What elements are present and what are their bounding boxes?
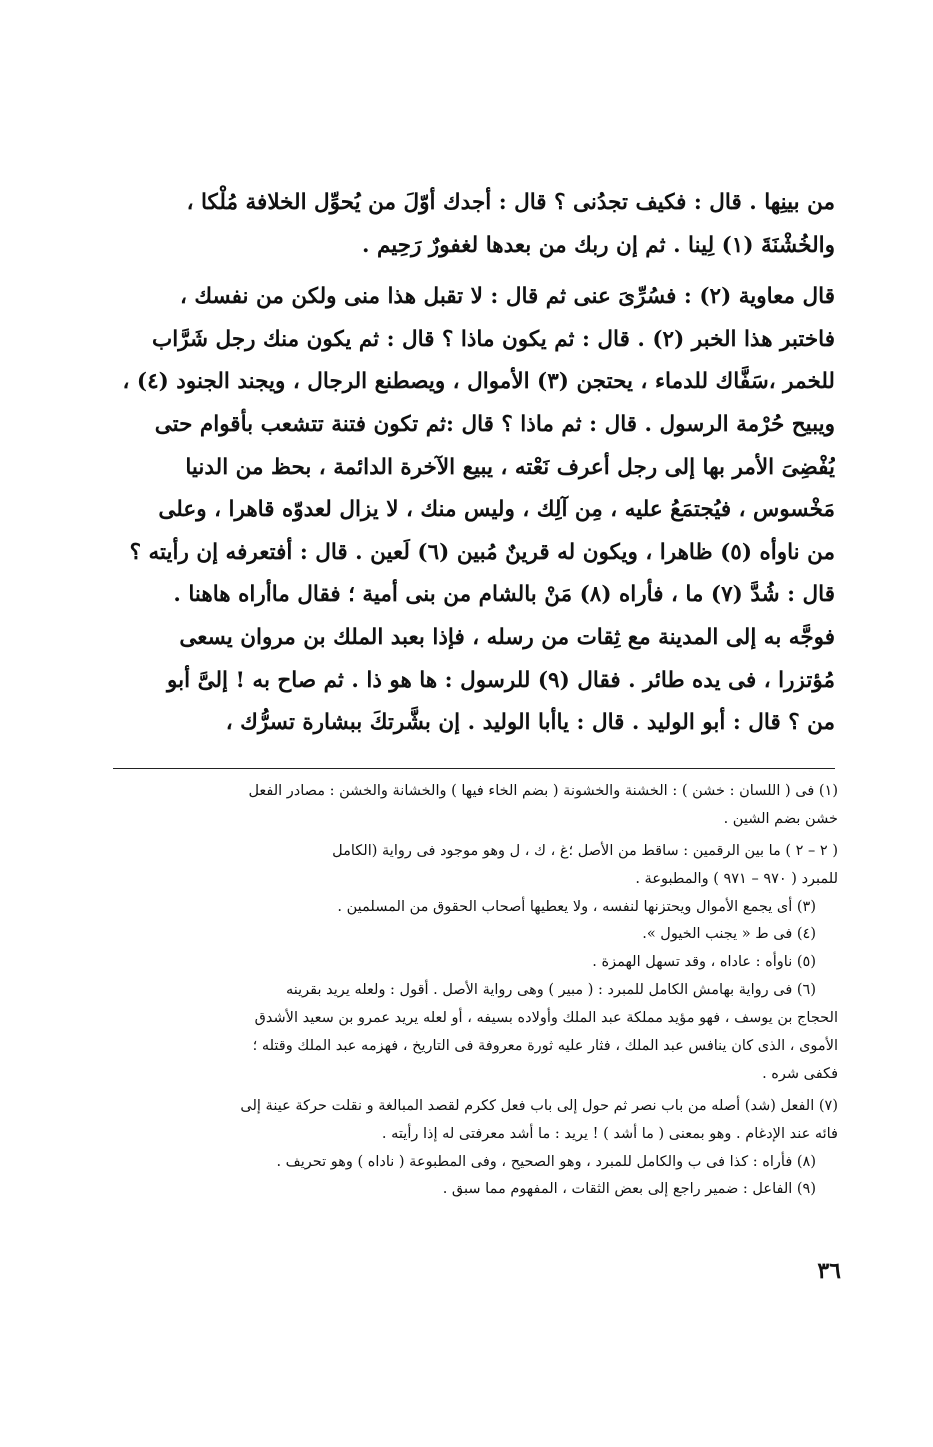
footnote-3: (٣) أى يجمع الأموال ويحتزنها لنفسه ، ولا يعطيها أصحاب الحقوق من المسلمين . <box>337 898 816 915</box>
paragraph-gap <box>100 267 835 276</box>
body-line: والخُشْنَةَ (١) لِينا . ثم إن ربك من بعدها لغفورٌ رَحِيم . <box>362 232 835 258</box>
body-line: مَخْسوس ، فيُجتمَعُ عليه ، مِن آلِك ، وليس منك ، لا يزال لعدوّه قاهرا ، وعلى <box>158 497 835 523</box>
footnote-6-line: فكفى شره . <box>762 1065 838 1082</box>
footnote-8: (٨) فأراه : كذا فى ب والكامل للمبرد ، وهو الصحيح ، وفى المطبوعة ( ناداه ) وهو تحريف . <box>276 1153 816 1170</box>
body-line: من ناوأه (٥) ظاهرا ، ويكون له قرينٌ مُبين (٦) لَعين . قال : أفتعرفه إن رأيته ؟ <box>129 539 835 565</box>
body-line: مُؤتزرا ، فى يده طائر . فقال (٩) للرسول : ها هو ذا . ثم صاح به ! إلىَّ أبو <box>167 667 835 693</box>
footnote-divider <box>113 768 835 769</box>
body-line: للخمر ،سَفَّاك للدماء ، يحتجن (٣) الأموال ، ويصطنع الرجال ، ويجند الجنود (٤) ، <box>122 369 835 395</box>
footnote-7-line: فائه عند الإدغام . وهو بمعنى ( ما أشد ) ! يريد : ما أشد معرفتى له إذا رأيته . <box>381 1125 838 1142</box>
page-number: ٣٦ <box>817 1258 841 1284</box>
body-line: يُفْضِىَ الأمر بها إلى رجل أعرف نَعْته ، يبيع الآخرة الدائمة ، بحظ من الدنيا <box>185 454 835 480</box>
footnote-7-line: (٧) الفعل (شد) أصله من باب نصر ثم حول إلى باب فعل ككرم لقصد المبالغة و نقلت حركة عينة إلى <box>240 1097 838 1114</box>
footnote-2-line: للمبرد ( ٩٧٠ – ٩٧١ ) والمطبوعة . <box>635 870 838 887</box>
footnote-1-line: (١) فى ( اللسان : خشن ) : الخشنة والخشونة ( بضم الخاء فيها ) والخشانة والخشن : مصادر الفعل <box>248 783 838 799</box>
body-line: من بينِها . قال : فكيف تجدُنى ؟ قال : أجدك أوّلَ من يُحوِّل الخلافة مُلْكا ، <box>186 190 835 215</box>
body-line: قال : شُدَّ (٧) ما ، فأراه (٨) مَنْ بالشام من بنى أمية ؛ فقال ماأراه هاهنا . <box>173 582 835 608</box>
body-line: ويبيح حُرْمة الرسول . قال : ثم ماذا ؟ قال :ثم تكون فتنة تتشعب بأقوام حتى <box>154 411 835 437</box>
body-line: فوجَّه به إلى المدينة مع ثِقات من رسله ، فإذا بعبد الملك بن مروان يسعى <box>179 624 835 650</box>
footnote-1-line: خشن بضم الشين . <box>723 810 838 827</box>
footnote-6-line: الأموى ، الذى كان ينافس عبد الملك ، فثار عليه ثورة معروفة فى التاريخ ، فهزمه عبد الملك وقتله ؛ <box>252 1038 838 1055</box>
footnote-9: (٩) الفاعل : ضمير راجع إلى بعض الثقات ، المفهوم مما سبق . <box>442 1181 816 1198</box>
main-text <box>100 182 835 745</box>
body-line: من ؟ قال : أبو الوليد . قال : ياأبا الوليد . إن بشَّرتكَ ببشارة تسرُّك ، <box>225 710 835 736</box>
body-line: فاختبر هذا الخبر (٢) . قال : ثم يكون ماذا ؟ قال : ثم يكون منك رجل شَرَّاب <box>151 326 835 352</box>
footnotes <box>104 778 838 1204</box>
footnote-4: (٤) فى ط « يجنب الخيول ». <box>642 926 816 943</box>
body-line: قال معاوية (٢) : فسُرِّىَ عنى ثم قال : لا تقبل هذا منى ولكن من نفسك ، <box>179 284 835 310</box>
footnote-5: (٥) ناوأه : عاداه ، وقد تسهل الهمزة . <box>592 954 816 971</box>
footnote-2-line: ( ٢ – ٢ ) ما بين الرقمين : ساقط من الأصل ؛غ ، ك ، ل وهو موجود فى رواية (الكامل <box>332 842 838 859</box>
footnote-6-line: (٦) فى رواية بهامش الكامل للمبرد : ( مبير ) وهى رواية الأصل . أقول : ولعله يريد بقرينه <box>286 982 816 999</box>
footnote-6-line: الحجاج بن يوسف ، فهو مؤيد مملكة عبد الملك وأولاده بسيفه ، أو لعله يريد عمرو بن سعيد الأشدق <box>254 1010 838 1027</box>
